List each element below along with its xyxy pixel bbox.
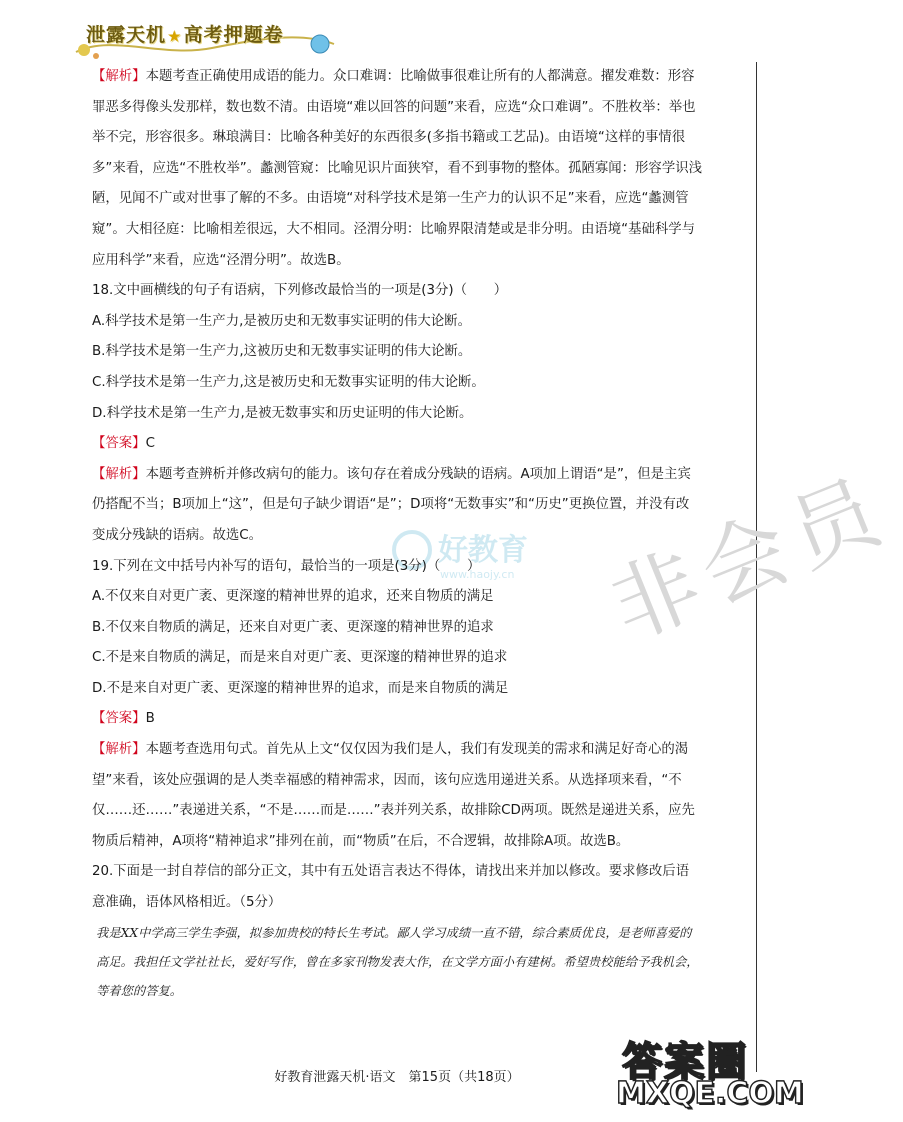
q18-option-b: B.科学技术是第一生产力,这被历史和无数事实证明的伟大论断。 [92, 344, 472, 360]
banner-right-text: 高考押题卷 [183, 24, 284, 46]
site-badge-title: 答案圈 [622, 1039, 748, 1085]
q19-option-d: D.不是来自对更广袤、更深邃的精神世界的追求，而是来自物质的满足 [92, 680, 509, 696]
q19-option-b: B.不仅来自物质的满足，还来自对更广袤、更深邃的精神世界的追求 [92, 619, 494, 635]
analysis-text: 本题考查正确使用成语的能力。众口难调：比喻做事很难让所有的人都满意。擢发难数：形容罪恶多得像头发那样，数也数不清。由语境“难以回答的问题”来看，应选“众口难调”。不胜枚举：举也举不完，形容很多。琳琅满目：比喻各种美好的东西很多(多指书籍或工艺品)。由语境“这样的事情很多”来看，应选“不胜枚举”。蠡测管窥：比喻见识片面狭窄，看不到事物的整体。孤陋寡闻：形容学识浅陋，见闻不广或对世事了解的不多。由语境“对科学技术是第一生产力的认识不足”来看，应选“蠡测管窥”。大相径庭：比喻相差很远，大不相同。泾渭分明：比喻界限清楚或是非分明。由语境“基础科学与应用科学”来看，应选“泾渭分明”。故选B。 [92, 69, 702, 268]
document-body [92, 62, 702, 1007]
question-19-stem: 19.下列在文中括号内补写的语句，最恰当的一项是(3分)（ ） [92, 558, 481, 574]
q19-answer [92, 704, 702, 735]
answer-value: C [145, 436, 155, 452]
site-watermark-badge [610, 1030, 804, 1116]
q18-answer [92, 429, 702, 460]
q18-option-a: A.科学技术是第一生产力,是被历史和无数事实证明的伟大论断。 [92, 313, 471, 329]
page-footer: 好教育泄露天机·语文 第15页（共18页） [274, 1070, 520, 1085]
q19-option-a: A.不仅来自对更广袤、更深邃的精神世界的追求，还来自物质的满足 [92, 589, 494, 605]
q19-analysis [92, 735, 702, 857]
q20-letter-excerpt: 我是XX中学高三学生李强，拟参加贵校的特长生考试。鄙人学习成绩一直不错，综合素质优良，是老师喜爱的高足。我担任文学社社长，爱好写作，曾在多家刊物发表大作，在文学方面小有建树。希望贵校能给予我机会，等着您的答复。 [96, 925, 699, 999]
watermark-text: 非会员 [597, 458, 902, 660]
q18-option-c: C.科学技术是第一生产力,这是被历史和无数事实证明的伟大论断。 [92, 374, 485, 390]
analysis-tag: 【解析】 [92, 466, 146, 482]
banner-title [86, 20, 284, 47]
q19-option-c: C.不是来自物质的满足，而是来自对更广袤、更深邃的精神世界的追求 [92, 650, 508, 666]
answer-value: B [145, 711, 155, 727]
analysis-text: 本题考查选用句式。首先从上文“仅仅因为我们是人，我们有发现美的需求和满足好奇心的渴望”来看，该处应强调的是人类幸福感的精神需求，因而，该句应选用递进关系。从选择项来看，“不仅……还……”表递进关系，“不是……而是……”表并列关系，故排除CD两项。既然是递进关系，应先物质后精神，A项将“精神追求”排列在前，而“物质”在后，不合逻辑，故排除A项。故选B。 [92, 742, 695, 849]
q17-analysis [92, 62, 702, 276]
analysis-tag: 【解析】 [92, 69, 146, 84]
header-banner [72, 14, 342, 60]
analysis-tag: 【解析】 [92, 742, 146, 758]
star-icon: ★ [168, 29, 182, 45]
answer-tag: 【答案】 [92, 711, 146, 727]
banner-left-text: 泄露天机 [86, 24, 167, 46]
answer-tag: 【答案】 [92, 436, 146, 452]
watermark-logo-sub: www.haojy.cn [440, 568, 515, 581]
q18-option-d: D.科学技术是第一生产力,是被无数事实和历史证明的伟大论断。 [92, 405, 473, 421]
watermark-logo-text: 好教育 [438, 533, 528, 568]
q18-analysis [92, 460, 702, 552]
analysis-text: 本题考查辨析并修改病句的能力。该句存在着成分残缺的语病。A项加上谓语“是”，但是主宾仍搭配不当；B项加上“这”，但是句子缺少谓语“是”；D项将“无数事实”和“历史”更换位置，并没有改变成分残缺的语病。故选C。 [92, 466, 691, 543]
site-badge-url: MXQE.COM [616, 1076, 804, 1111]
question-18-stem: 18.文中画横线的句子有语病，下列修改最恰当的一项是(3分)（ ） [92, 283, 508, 299]
question-20-stem: 20.下面是一封自荐信的部分正文，其中有五处语言表达不得体，请找出来并加以修改。要求修改后语意准确，语体风格相近。（5分） [92, 864, 690, 911]
